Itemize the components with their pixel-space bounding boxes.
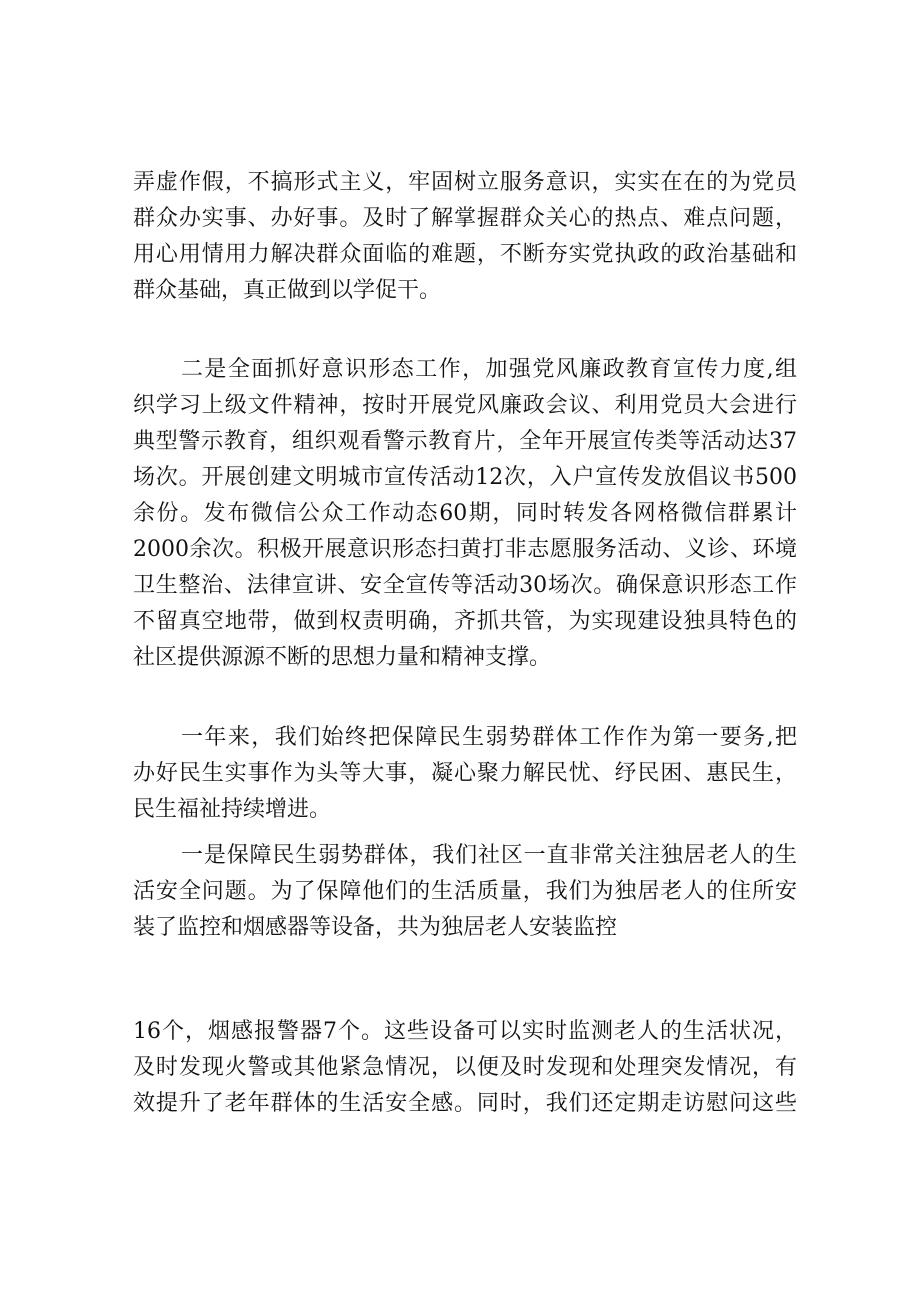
text-line: 典型警示教育，组织观看警示教育片，全年开展宣传类等活动达37 <box>133 429 797 454</box>
text-line: 民生福祉持续增进。 <box>133 797 332 822</box>
text-line: 一是保障民生弱势群体，我们社区一直非常关注独居老人的生 <box>181 843 797 868</box>
text-line: 弄虚作假，不搞形式主义，牢固树立服务意识，实实在在的为党员 <box>133 170 797 195</box>
text-line: 社区提供源源不断的思想力量和精神支撑。 <box>133 645 552 670</box>
paragraph-year-summary <box>133 720 797 828</box>
paragraph-elderly-safety-continued <box>133 1014 797 1122</box>
text-line: 余份。发布微信公众工作动态60期，同时转发各网格微信群累计 <box>133 501 797 526</box>
text-line: 用心用情用力解决群众面临的难题，不断夯实党执政的政治基础和 <box>133 242 797 267</box>
text-line: 16个，烟感报警器7个。这些设备可以实时监测老人的生活状况， <box>133 1019 797 1044</box>
text-line: 织学习上级文件精神，按时开展党风廉政会议、利用党员大会进行 <box>133 393 797 418</box>
text-line: 效提升了老年群体的生活安全感。同时，我们还定期走访慰问这些 <box>133 1091 797 1116</box>
text-line: 群众基础，真正做到以学促干。 <box>133 278 442 303</box>
text-line: 场次。开展创建文明城市宣传活动12次，入户宣传发放倡议书500 <box>133 465 797 490</box>
text-line: 不留真空地带，做到权责明确，齐抓共管，为实现建设独具特色的 <box>133 609 797 634</box>
paragraph-continued <box>133 165 797 309</box>
text-line: 群众办实事、办好事。及时了解掌握群众关心的热点、难点问题， <box>133 206 797 231</box>
text-line: 2000余次。积极开展意识形态扫黄打非志愿服务活动、义诊、环境 <box>133 537 797 562</box>
text-line: 办好民生实事作为头等大事，凝心聚力解民忧、纾民困、惠民生， <box>133 761 797 786</box>
text-line: 装了监控和烟感器等设备，共为独居老人安装监控 <box>133 915 618 940</box>
text-line: 卫生整治、法律宣讲、安全宣传等活动30场次。确保意识形态工作 <box>133 573 797 598</box>
text-line: 二是全面抓好意识形态工作，加强党风廉政教育宣传力度,组 <box>181 357 797 382</box>
text-line: 活安全问题。为了保障他们的生活质量，我们为独居老人的住所安 <box>133 879 797 904</box>
text-line: 及时发现火警或其他紧急情况，以便及时发现和处理突发情况，有 <box>133 1055 797 1080</box>
paragraph-ideology-work <box>133 352 797 676</box>
paragraph-elderly-safety <box>133 838 797 946</box>
text-line: 一年来，我们始终把保障民生弱势群体工作作为第一要务,把 <box>181 725 797 750</box>
